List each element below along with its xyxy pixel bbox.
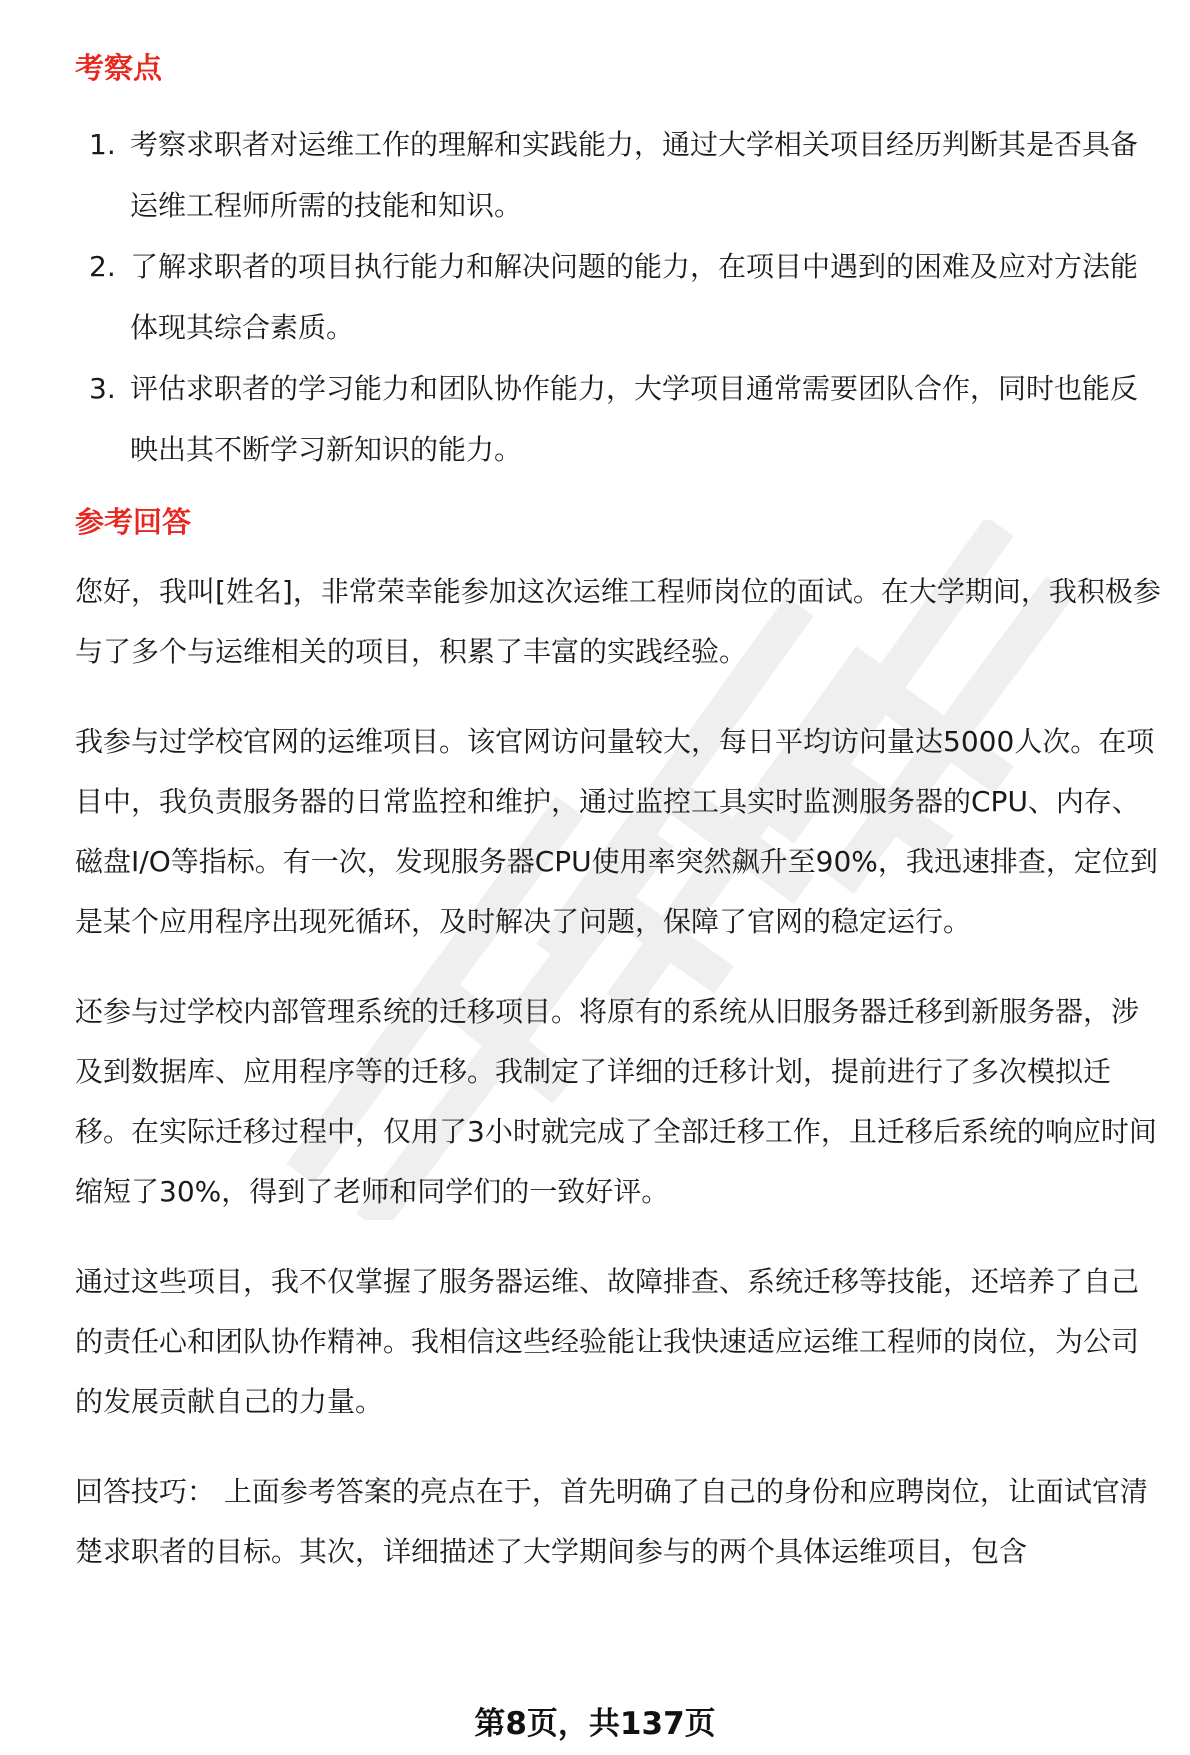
exam-point-item (75, 114, 1165, 236)
answer-paragraph-intro: 您好，我叫[姓名]，非常荣幸能参加这次运维工程师岗位的面试。在大学期间，我积极参与了多个与运维相关的项目，积累了丰富的实践经验。 (75, 575, 1161, 668)
exam-point-text: 考察求职者对运维工作的理解和实践能力，通过大学相关项目经历判断其是否具备运维工程师所需的技能和知识。 (130, 128, 1139, 222)
answer-paragraph-summary: 通过这些项目，我不仅掌握了服务器运维、故障排查、系统迁移等技能，还培养了自己的责任心和团队协作精神。我相信这些经验能让我快速适应运维工程师的岗位，为公司的发展贡献自己的力量。 (75, 1265, 1140, 1418)
document-page (75, 48, 1165, 1612)
answer-paragraph-migration-project: 还参与过学校内部管理系统的迁移项目。将原有的系统从旧服务器迁移到新服务器，涉及到数据库、应用程序等的迁移。我制定了详细的迁移计划，提前进行了多次模拟迁移。在实际迁移过程中，仅用了3小时就完成了全部迁移工作，且迁移后系统的响应时间缩短了30%，得到了老师和同学们的一致好评。 (75, 995, 1157, 1208)
exam-point-number: 2. (89, 250, 116, 283)
answer-tips-paragraph: 回答技巧： 上面参考答案的亮点在于，首先明确了自己的身份和应聘岗位，让面试官清楚求职者的目标。其次，详细描述了大学期间参与的两个具体运维项目，包含 (75, 1475, 1148, 1568)
exam-point-item (75, 236, 1165, 358)
exam-point-text: 评估求职者的学习能力和团队协作能力，大学项目通常需要团队合作，同时也能反映出其不断学习新知识的能力。 (130, 372, 1139, 466)
exam-point-item (75, 358, 1165, 480)
reference-answer-heading: 参考回答 (75, 505, 192, 539)
exam-point-number: 3. (89, 372, 116, 405)
exam-point-number: 1. (89, 128, 116, 161)
exam-point-text: 了解求职者的项目执行能力和解决问题的能力，在项目中遇到的困难及应对方法能体现其综合素质。 (130, 250, 1139, 344)
page-number-footer: 第8页，共137页 (474, 1706, 716, 1742)
exam-points-heading: 考察点 (75, 51, 163, 85)
answer-paragraph-website-project: 我参与过学校官网的运维项目。该官网访问量较大，每日平均访问量达5000人次。在项目中，我负责服务器的日常监控和维护，通过监控工具实时监测服务器的CPU、内存、磁盘I/O等指标。有一次，发现服务器CPU使用率突然飙升至90%，我迅速排查，定位到是某个应用程序出现死循环，及时解决了问题，保障了官网的稳定运行。 (75, 725, 1158, 938)
exam-points-list (75, 114, 1165, 480)
